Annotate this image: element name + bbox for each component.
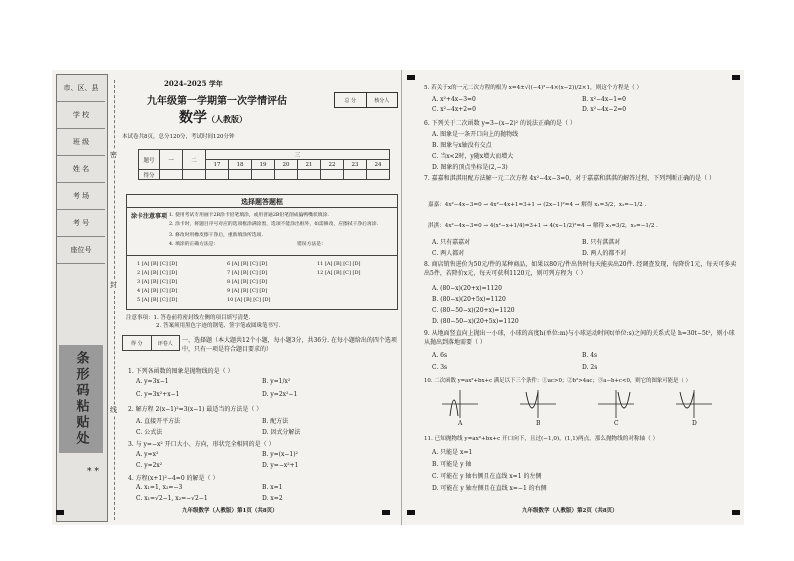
checker-label: 核分人 <box>374 97 390 104</box>
option[interactable]: A. (80−x)(20+x)=1120 <box>432 285 502 292</box>
option[interactable]: C. 可能在 y 轴右侧且在直线 x=1 的左侧 <box>432 473 542 480</box>
option[interactable]: B. 可能是 y 轴 <box>432 461 472 468</box>
graph-option-c[interactable] <box>598 390 634 418</box>
answer-row[interactable]: 5 [A] [B] [C] [D] <box>137 297 178 303</box>
option[interactable]: C. 当x<2时，y随x增大而增大 <box>432 153 514 160</box>
answer-row[interactable]: 4 [A] [B] [C] [D] <box>137 288 178 294</box>
option[interactable]: C. 两人都对 <box>432 250 465 257</box>
graph-option-d[interactable] <box>676 390 712 418</box>
page-footer-right: 九年级数学（人教版）第2页（共8页） <box>522 508 618 514</box>
graph-label: B <box>536 420 541 427</box>
right-page <box>402 70 744 525</box>
strip-cell-room: 考 场 <box>57 183 105 210</box>
option[interactable]: B. 4s <box>582 352 598 359</box>
score-cell[interactable] <box>344 170 367 180</box>
question-10: 10. 二次函数 y=ax²+bx+c 满足以下三个条件：①ac>0；②b²>4ac；③a−b+c<0，则它的图象可能是（ ） <box>424 378 691 384</box>
question-4: 4. 方程(x+1)²−4=0 的解是（ ） <box>128 475 219 482</box>
score-table-sub: 17 <box>206 160 229 170</box>
answer-row[interactable]: 8 [A] [B] [C] [D] <box>227 279 268 285</box>
score-cell[interactable] <box>183 170 206 180</box>
option[interactable]: C. y=3x²+x−1 <box>136 391 180 398</box>
option[interactable]: C. y=2x² <box>136 462 163 469</box>
exam-sheet <box>52 70 744 525</box>
score-table-sub: 23 <box>344 160 367 170</box>
option[interactable]: B. (80−x)(20+5x)=1120 <box>432 296 506 303</box>
total-score-label: 总 分 <box>335 93 367 107</box>
answer-row[interactable]: 12 [A] [B] [C] [D] <box>317 270 361 276</box>
option[interactable]: A. x²+4x−3=0 <box>432 96 476 103</box>
graph-label: D <box>692 420 697 427</box>
score-table-col: 三 <box>206 150 390 160</box>
question-3: 3. 与 y=−x² 开口大小、方向，形状完全相同的是（ ） <box>128 441 275 448</box>
option[interactable]: D. x=2 <box>262 495 283 502</box>
score-table-sub: 20 <box>275 160 298 170</box>
score-cell[interactable] <box>160 170 183 180</box>
score-cell[interactable] <box>298 170 321 180</box>
strip-cell-school: 学 校 <box>57 102 105 129</box>
score-table-col: 二 <box>183 150 206 170</box>
score-table-sub: 24 <box>367 160 390 170</box>
q7-solution-qiqi: 淇淇：4x²−4x−3=0 → 4(x²−x+1/4)=3+1 → 4(x−1/2)²=4 → 解得 x₁=3/2，x₂=−1/2 . <box>428 223 658 229</box>
attention-line: 2. 答案须用黑色字迹的钢笔、签字笔或圆珠笔书写. <box>156 323 281 329</box>
score-table <box>138 149 390 180</box>
option[interactable]: A. x₁=1, x₂=−3 <box>136 484 183 491</box>
registration-mark <box>382 510 390 515</box>
option[interactable]: D. 2s <box>582 364 598 371</box>
option[interactable]: C. x²−4x+2=0 <box>432 106 476 113</box>
seal-char: 线 <box>110 406 117 414</box>
option[interactable]: A. y=x² <box>136 451 159 458</box>
option[interactable]: D. (80−50−x)(20+5x)=1120 <box>432 318 519 325</box>
option[interactable]: A. 直接开平方法 <box>136 418 181 425</box>
exam-note: 本试卷共8页，总分120分，考试时间120分钟 <box>122 134 235 140</box>
answer-row[interactable]: 6 [A] [B] [C] [D] <box>227 261 268 267</box>
answer-row[interactable]: 11 [A] [B] [C] [D] <box>317 261 361 267</box>
registration-mark <box>407 510 415 515</box>
answer-row[interactable]: 9 [A] [B] [C] [D] <box>227 288 268 294</box>
option[interactable]: C. 公式法 <box>136 429 163 436</box>
page-footer-left: 九年级数学（人教版）第1页（共8页） <box>182 508 278 514</box>
school-year: 2024–2025 学年 <box>164 79 223 88</box>
registration-mark <box>407 75 415 80</box>
option[interactable]: D. 图象的顶点坐标是(2,−3) <box>432 164 508 171</box>
option[interactable]: D. y=2x²−1 <box>262 391 298 398</box>
strip-cell-seat: 座位号 <box>57 237 105 264</box>
seal-char: 封 <box>110 281 117 289</box>
option[interactable]: B. 配方法 <box>262 418 289 425</box>
question-7: 7. 嘉嘉和淇淇用配方法解一元二次方程 4x²−4x−3=0，对于嘉嘉和淇淇的解答过程，下列判断正确的是（ ） <box>424 175 715 182</box>
seal-char: 密 <box>110 151 117 159</box>
score-table-sub: 22 <box>321 160 344 170</box>
card-rule: 3. 修改时用橡皮擦干净后，重新填涂所选项. <box>169 233 263 238</box>
attention-line: 注意事项：1. 答卷前将密封线左侧的项目填写清楚. <box>126 315 251 321</box>
answer-row[interactable]: 1 [A] [B] [C] [D] <box>137 261 178 267</box>
graph-label: A <box>458 420 463 427</box>
attention-notes <box>126 313 398 329</box>
option[interactable]: B. y=(x−1)² <box>262 451 298 458</box>
strip-cell-name: 姓 名 <box>57 156 105 183</box>
answer-card-label: 涂卡注意事项 <box>131 213 168 220</box>
option[interactable]: C. 3s <box>432 364 448 371</box>
total-score-box <box>334 92 398 108</box>
score-row-label: 得分 <box>139 170 160 180</box>
option[interactable]: A. 6s <box>432 352 448 359</box>
answer-row[interactable]: 2 [A] [B] [C] [D] <box>137 270 178 276</box>
option[interactable]: C. x₁=√2−1, x₂=−√2−1 <box>136 495 208 502</box>
option[interactable]: B. y=1/x² <box>262 378 291 385</box>
section-scorer-box <box>122 335 180 351</box>
score-cell[interactable] <box>275 170 298 180</box>
score-table-col: 一 <box>160 150 183 170</box>
card-rule: 1. 使用考试专用画卡2B涂卡铅笔填涂，或用普通2B铅笔削成偏鸭嘴状填涂. <box>169 213 329 218</box>
option[interactable]: B. x=1 <box>262 484 283 491</box>
seal-line <box>114 80 115 520</box>
option[interactable]: D. 可能在 y 轴左侧且在直线 x=−1 的右侧 <box>432 485 547 492</box>
option[interactable]: A. 图象是一条开口向上的抛物线 <box>432 131 519 138</box>
score-table-sub: 18 <box>229 160 252 170</box>
binding-strip <box>56 74 108 522</box>
option[interactable]: A. 只有嘉嘉对 <box>432 239 471 246</box>
score-cell[interactable] <box>367 170 390 180</box>
subject-title: 数学（人教版） <box>179 110 247 126</box>
strip-cell-number: 考 号 <box>57 210 105 237</box>
score-table-sub: 21 <box>298 160 321 170</box>
card-rule: 4. 填涂的正确方法是： <box>169 242 219 247</box>
scorer-score-label: 得 分 <box>123 336 152 350</box>
score-cell[interactable] <box>229 170 252 180</box>
exam-title: 九年级第一学期第一次学情评估 <box>147 96 287 107</box>
option[interactable]: D. y=−x²+1 <box>262 462 299 469</box>
question-1: 1. 下列各函数的图象是抛物线的是（ ） <box>128 368 234 375</box>
card-wrong-method: 错误方法是： <box>297 242 326 247</box>
option[interactable]: A. y=3x−1 <box>136 378 169 385</box>
answer-row[interactable]: 7 [A] [B] [C] [D] <box>227 270 268 276</box>
option[interactable]: D. 因式分解法 <box>262 429 301 436</box>
answer-row[interactable]: 3 [A] [B] [C] [D] <box>137 279 178 285</box>
graph-option-a[interactable] <box>442 390 478 418</box>
score-cell[interactable] <box>252 170 275 180</box>
q7-solution-jiajia: 嘉嘉：4x²−4x−3=0 → 4x²−4x+1=3+1 → (2x−1)²=4 → 解得 x₁=3/2，x₂=−1/2 . <box>428 202 647 208</box>
registration-mark <box>732 75 740 80</box>
stars-mark: * * <box>87 467 99 477</box>
question-11: 11. 已知抛物线 y=ax²+bx+c 开口向下，且过(−1,0)，(1,1)两点，那么抛物线的对称轴（ ） <box>424 436 659 442</box>
score-cell[interactable] <box>206 170 229 180</box>
strip-cell-region: 市、区、县 <box>57 75 105 102</box>
option[interactable]: D. 两人的都不对 <box>582 250 627 257</box>
option[interactable]: B. 只有淇淇对 <box>582 239 621 246</box>
scorer-grader-label: 评卷人 <box>157 340 173 347</box>
score-table-head: 题号 <box>139 150 160 170</box>
option[interactable]: A. 只能是 x=1 <box>432 449 473 456</box>
registration-mark <box>56 510 64 515</box>
section-heading: 一、选择题（本大题共12个小题，每小题3分，共36分. 在每小题给出的四个选项中，只有一项是符合题目要求的） <box>182 337 397 353</box>
answer-card-title: 选择题答题框 <box>241 197 283 206</box>
barcode-area: 条形码粘贴处 <box>59 345 103 453</box>
question-8: 8. 商店销售进价为50元/件的某种商品，如果以80元/件出售时每天能卖出20件. 经调查发现，每降价1元，每天可多卖出5件，若降价x元，每天可获利1120元，则可列方程为（ ） <box>424 261 737 277</box>
question-2: 2. 解方程 2(x−1)²=3(x−1) 最适当的方法是（ ） <box>128 406 263 413</box>
score-table-sub: 19 <box>252 160 275 170</box>
score-cell[interactable] <box>321 170 344 180</box>
option[interactable]: C. (80−50−x)(20+x)=1120 <box>432 307 515 314</box>
answer-row[interactable]: 10 [A] [B] [C] [D] <box>227 297 271 303</box>
option[interactable]: B. 图象与x轴没有交点 <box>432 142 492 149</box>
registration-mark <box>732 510 740 515</box>
graph-option-b[interactable] <box>520 390 556 418</box>
card-rule: 2. 涂卡时，将题目序号对应的选项框涂满涂黑，选项不能涂出框外，如需修改，应擦拭干净后再涂. <box>169 222 379 227</box>
option[interactable]: B. x²−4x−1=0 <box>582 96 626 103</box>
question-5: 5. 若关于x的一元二次方程的根为 x=4±√((−4)²−4×(x−2))/2×1，则这个方程是（ ） <box>424 85 643 91</box>
question-6: 6. 下列关于二次函数 y=3−(x−2)² 的说法正确的是（ ） <box>424 120 576 127</box>
strip-cell-class: 班 级 <box>57 129 105 156</box>
question-9: 9. 从地面竖直向上抛出一小球，小球的高度h(单位:m)与小球运动时间t(单位:s)之间的关系式是 h=30t−5t²，则小球从抛出到落地需要（ ） <box>424 330 735 346</box>
left-page <box>52 70 402 525</box>
option[interactable]: D. x²−4x−2=0 <box>582 106 627 113</box>
graph-label: C <box>614 420 619 427</box>
answer-card <box>126 194 398 310</box>
